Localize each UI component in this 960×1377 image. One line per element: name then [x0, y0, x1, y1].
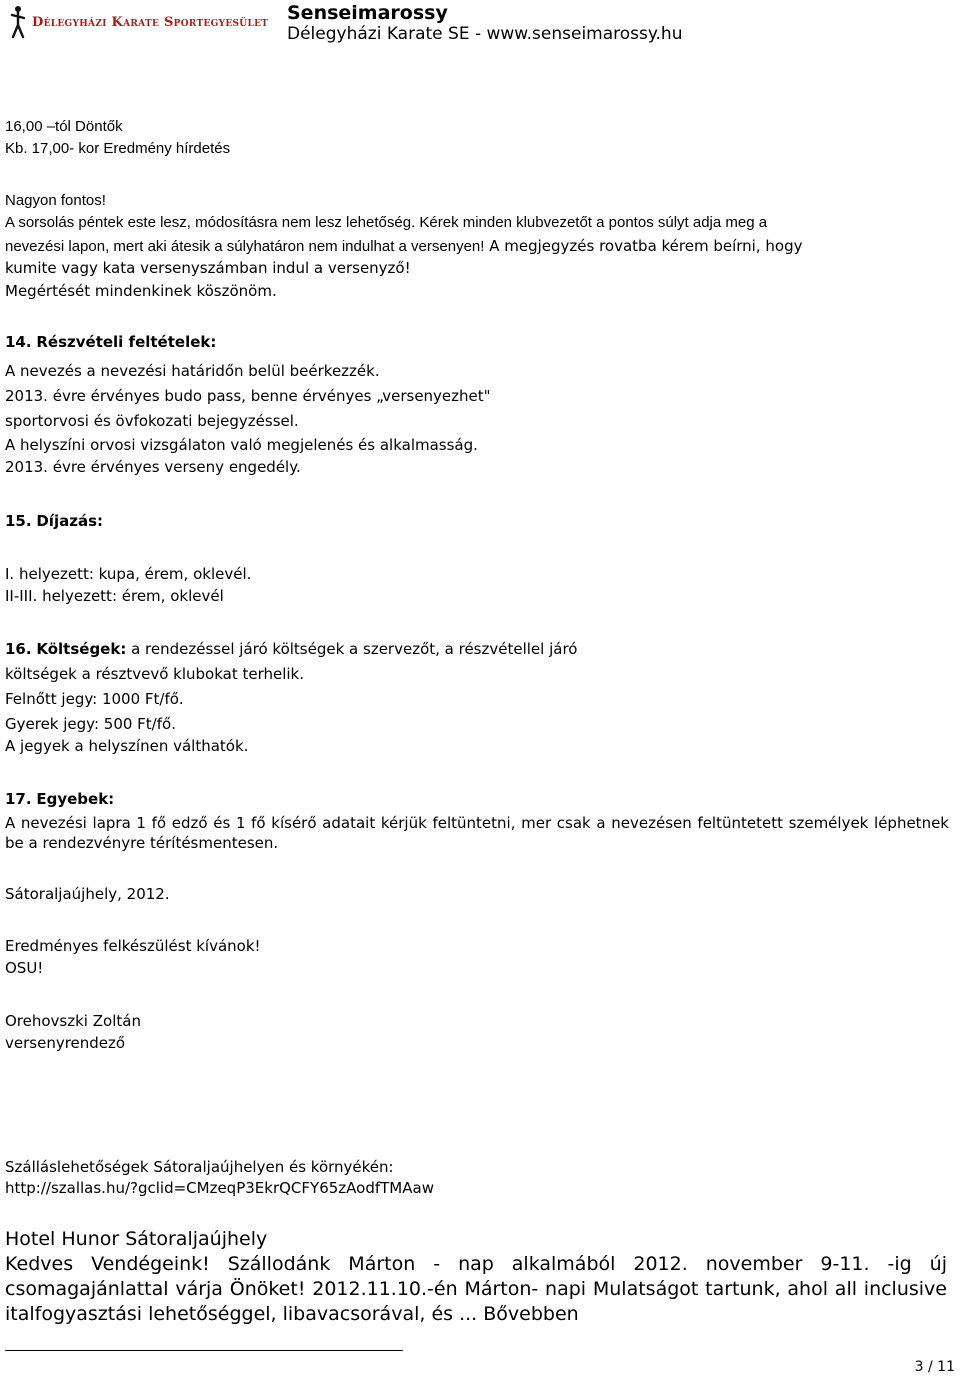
list-item: sportorvosi és övfokozati bejegyzéssel. — [5, 412, 299, 430]
footer-divider — [5, 1350, 403, 1351]
section-heading — [5, 790, 114, 808]
place-date: Sátoraljaújhely, 2012. — [5, 885, 170, 903]
section-number: 14. — [5, 333, 32, 351]
list-item: II-III. helyezett: érem, oklevél — [5, 587, 224, 605]
section-title: Költségek: — [36, 640, 127, 658]
section-heading — [5, 640, 577, 658]
section-title: Egyebek: — [36, 790, 115, 808]
section-title: Részvételi feltételek: — [36, 333, 217, 351]
section-heading — [5, 512, 103, 530]
closing-osu: OSU! — [5, 959, 44, 977]
list-item: 2013. évre érvényes budo pass, benne érvényes „versenyezhet" — [5, 387, 491, 405]
section-number: 17. — [5, 790, 32, 808]
section-text: A nevezési lapra 1 fő edző és 1 fő kísérő adatait kérjük feltüntetni, mer csak a nevezésen feltüntetett személyek léphetnek be a rendezvényre térítésmentesen. — [5, 814, 949, 852]
page-header — [0, 0, 960, 50]
schedule-line: 16,00 –tól Döntők — [5, 118, 123, 135]
list-item: költségek a résztvevő klubokat terhelik. — [5, 665, 305, 683]
accommodation-title: Szálláslehetőségek Sátoraljaújhelyen és környékén: — [5, 1158, 394, 1176]
section-heading — [5, 333, 216, 351]
list-item: Gyerek jegy: 500 Ft/fő. — [5, 715, 176, 733]
important-line: Megértését mindenkinek köszönöm. — [5, 282, 277, 300]
section-number: 15. — [5, 512, 32, 530]
hotel-text: Kedves Vendégeink! Szállodánk Márton - nap alkalmából 2012. november 9-11. -ig új csomagajánlattal várja Önöket! 2012.11.10.-én Márton- napi Mulatságot tartunk, ahol all inclusive italfogyasztási lehetőséggel, libavacsorával, és ... Bővebben — [5, 1253, 947, 1325]
important-line: A sorsolás péntek este lesz, módosításra nem lesz lehetőség. Kérek minden klubvezetőt a pontos súlyt adja meg a — [5, 214, 768, 231]
list-item: A helyszíni orvosi vizsgálaton való megjelenés és alkalmasság. — [5, 436, 478, 454]
important-title: Nagyon fontos! — [5, 192, 106, 209]
list-item: A jegyek a helyszínen válthatók. — [5, 737, 249, 755]
list-item: A nevezés a nevezési határidőn belül beérkezzék. — [5, 362, 380, 380]
list-item: Felnőtt jegy: 1000 Ft/fő. — [5, 690, 184, 708]
important-line — [5, 236, 802, 255]
accommodation-link[interactable]: http://szallas.hu/?gclid=CMzeqP3EkrQCFY65zAodfTMAaw — [5, 1179, 434, 1197]
important-text: A megjegyzés rovatba kérem beírni, hogy — [484, 237, 803, 255]
list-item: I. helyezett: kupa, érem, oklevél. — [5, 565, 252, 583]
section-text: a rendezéssel járó költségek a szervezőt, a részvétellel járó — [126, 640, 578, 658]
page-number: 3 / 11 — [914, 1359, 955, 1375]
closing-wish: Eredményes felkészülést kívánok! — [5, 937, 261, 955]
section-title: Díjazás: — [36, 512, 103, 530]
logo-text: Délegyházi Karate Sportegyesület — [32, 14, 269, 30]
organizer-role: versenyrendező — [5, 1034, 126, 1052]
list-item: 2013. évre érvényes verseny engedély. — [5, 458, 301, 476]
club-logo — [10, 4, 272, 40]
important-text: nevezési lapon, mert aki átesik a súlyhatáron nem indulhat a versenyen! — [5, 238, 485, 255]
schedule-line: Kb. 17,00- kor Eredmény hírdetés — [5, 140, 231, 157]
important-line: kumite vagy kata versenyszámban indul a versenyző! — [5, 259, 411, 277]
organizer-name: Orehovszki Zoltán — [5, 1012, 141, 1030]
karate-figure-icon — [10, 5, 26, 39]
site-subtitle: Délegyházi Karate SE - www.senseimarossy.hu — [287, 24, 683, 44]
section-number: 16. — [5, 640, 32, 658]
hotel-name: Hotel Hunor Sátoraljaújhely — [5, 1228, 268, 1250]
site-name: Senseimarossy — [287, 2, 448, 24]
